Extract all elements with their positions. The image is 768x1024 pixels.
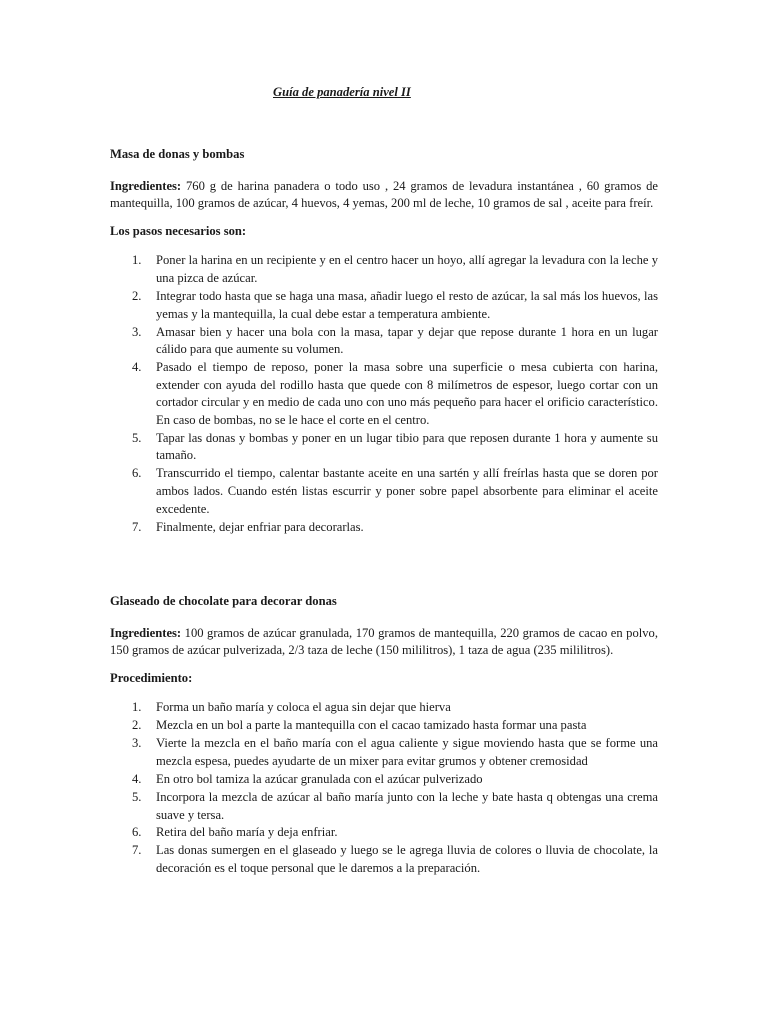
step-text: Finalmente, dejar enfriar para decorarlas. [156, 519, 364, 534]
step-number: 6. [132, 825, 142, 840]
step-text: Tapar las donas y bombas y poner en un lugar tibio para que reposen durante 1 hora y aumente su tamaño. [156, 430, 658, 463]
step-text: En otro bol tamiza la azúcar granulada con el azúcar pulverizado [156, 771, 483, 786]
step-number: 4. [132, 360, 142, 375]
step-text: Retira del baño maría y deja enfriar. [156, 825, 338, 840]
step-number: 2. [132, 288, 142, 303]
steps-list [110, 699, 658, 877]
list-item [110, 717, 658, 735]
step-number: 2. [132, 718, 142, 733]
step-text: Las donas sumergen en el glaseado y luego se le agrega lluvia de colores o lluvia de chocolate, la decoración es el toque personal que le daremos a la preparación. [156, 843, 658, 876]
ingredients-text: 760 g de harina panadera o todo uso , 24 gramos de levadura instantánea , 60 gramos de mantequilla, 100 gramos de azúcar, 4 huevos, 4 yemas, 200 ml de leche, 10 gramos de sal , aceite para freír. [110, 178, 658, 211]
step-number: 1. [132, 700, 142, 715]
list-item [110, 519, 658, 537]
ingredients-text: 100 gramos de azúcar granulada, 170 gramos de mantequilla, 220 gramos de cacao en polvo, 150 gramos de azúcar pulverizada, 2/3 taza de leche (150 mililitros), 1 taza de agua (235 mililitros). [110, 625, 658, 658]
step-number: 3. [132, 324, 142, 339]
list-item [110, 735, 658, 770]
list-item [110, 465, 658, 518]
step-text: Mezcla en un bol a parte la mantequilla con el cacao tamizado hasta formar una pasta [156, 718, 587, 733]
step-number: 7. [132, 843, 142, 858]
step-text: Poner la harina en un recipiente y en el centro hacer un hoyo, allí agregar la levadura con la leche y una pizca de azúcar. [156, 253, 658, 285]
steps-heading: Procedimiento: [110, 670, 193, 685]
list-item [110, 324, 658, 359]
step-text: Integrar todo hasta que se haga una masa, añadir luego el resto de azúcar, la sal más los huevos, las yemas y la mantequilla, la cual debe estar a temperatura ambiente. [156, 288, 658, 321]
step-number: 1. [132, 253, 142, 268]
step-number: 5. [132, 789, 142, 804]
step-text: Transcurrido el tiempo, calentar bastante aceite en una sartén y allí freírlas hasta que se doren por ambos lados. Cuando estén listas escurrir y poner sobre papel absorbente para eliminar el aceite excedente. [156, 466, 658, 516]
ingredients-label: Ingredientes: [110, 625, 182, 640]
step-number: 6. [132, 466, 142, 481]
step-number: 3. [132, 736, 142, 751]
list-item [110, 771, 658, 789]
document-title: Guía de panadería nivel II [273, 85, 411, 99]
step-text: Forma un baño maría y coloca el agua sin dejar que hierva [156, 700, 451, 715]
ingredients-label: Ingredientes: [110, 178, 182, 193]
list-item [110, 699, 658, 717]
section-glaze [110, 593, 658, 878]
list-item [110, 842, 658, 877]
step-number: 7. [132, 519, 142, 534]
ingredients-paragraph [110, 625, 658, 660]
steps-heading: Los pasos necesarios son: [110, 223, 247, 238]
list-item [110, 288, 658, 323]
list-item [110, 430, 658, 465]
list-item [110, 789, 658, 824]
step-number: 5. [132, 430, 142, 445]
list-item [110, 252, 658, 287]
step-text: Incorpora la mezcla de azúcar al baño maría junto con la leche y bate hasta q obtengas una crema suave y tersa. [156, 789, 658, 822]
section-heading: Masa de donas y bombas [110, 147, 245, 161]
list-item [110, 359, 658, 429]
step-text: Amasar bien y hacer una bola con la masa, tapar y dejar que repose durante 1 hora en un lugar cálido para que aumente su volumen. [156, 324, 658, 357]
step-number: 4. [132, 771, 142, 786]
step-text: Pasado el tiempo de reposo, poner la masa sobre una superficie o mesa cubierta con harina, extender con ayuda del rodillo hasta que quede con 8 milímetros de espesor, luego cortar con un cortador circular y en medio de cada uno con uno más pequeño para hacer el orificio característico. En caso de bombas, no se le hace el corte en el centro. [156, 360, 658, 427]
list-item [110, 824, 658, 842]
ingredients-paragraph [110, 178, 658, 213]
steps-list [110, 252, 658, 536]
step-text: Vierte la mezcla en el baño maría con el agua caliente y sigue moviendo hasta que se forme una mezcla espesa, puedes ayudarte de un mixer para evitar grumos y obtener cremosidad [156, 736, 658, 768]
section-dough [110, 146, 658, 537]
section-heading: Glaseado de chocolate para decorar donas [110, 594, 337, 608]
